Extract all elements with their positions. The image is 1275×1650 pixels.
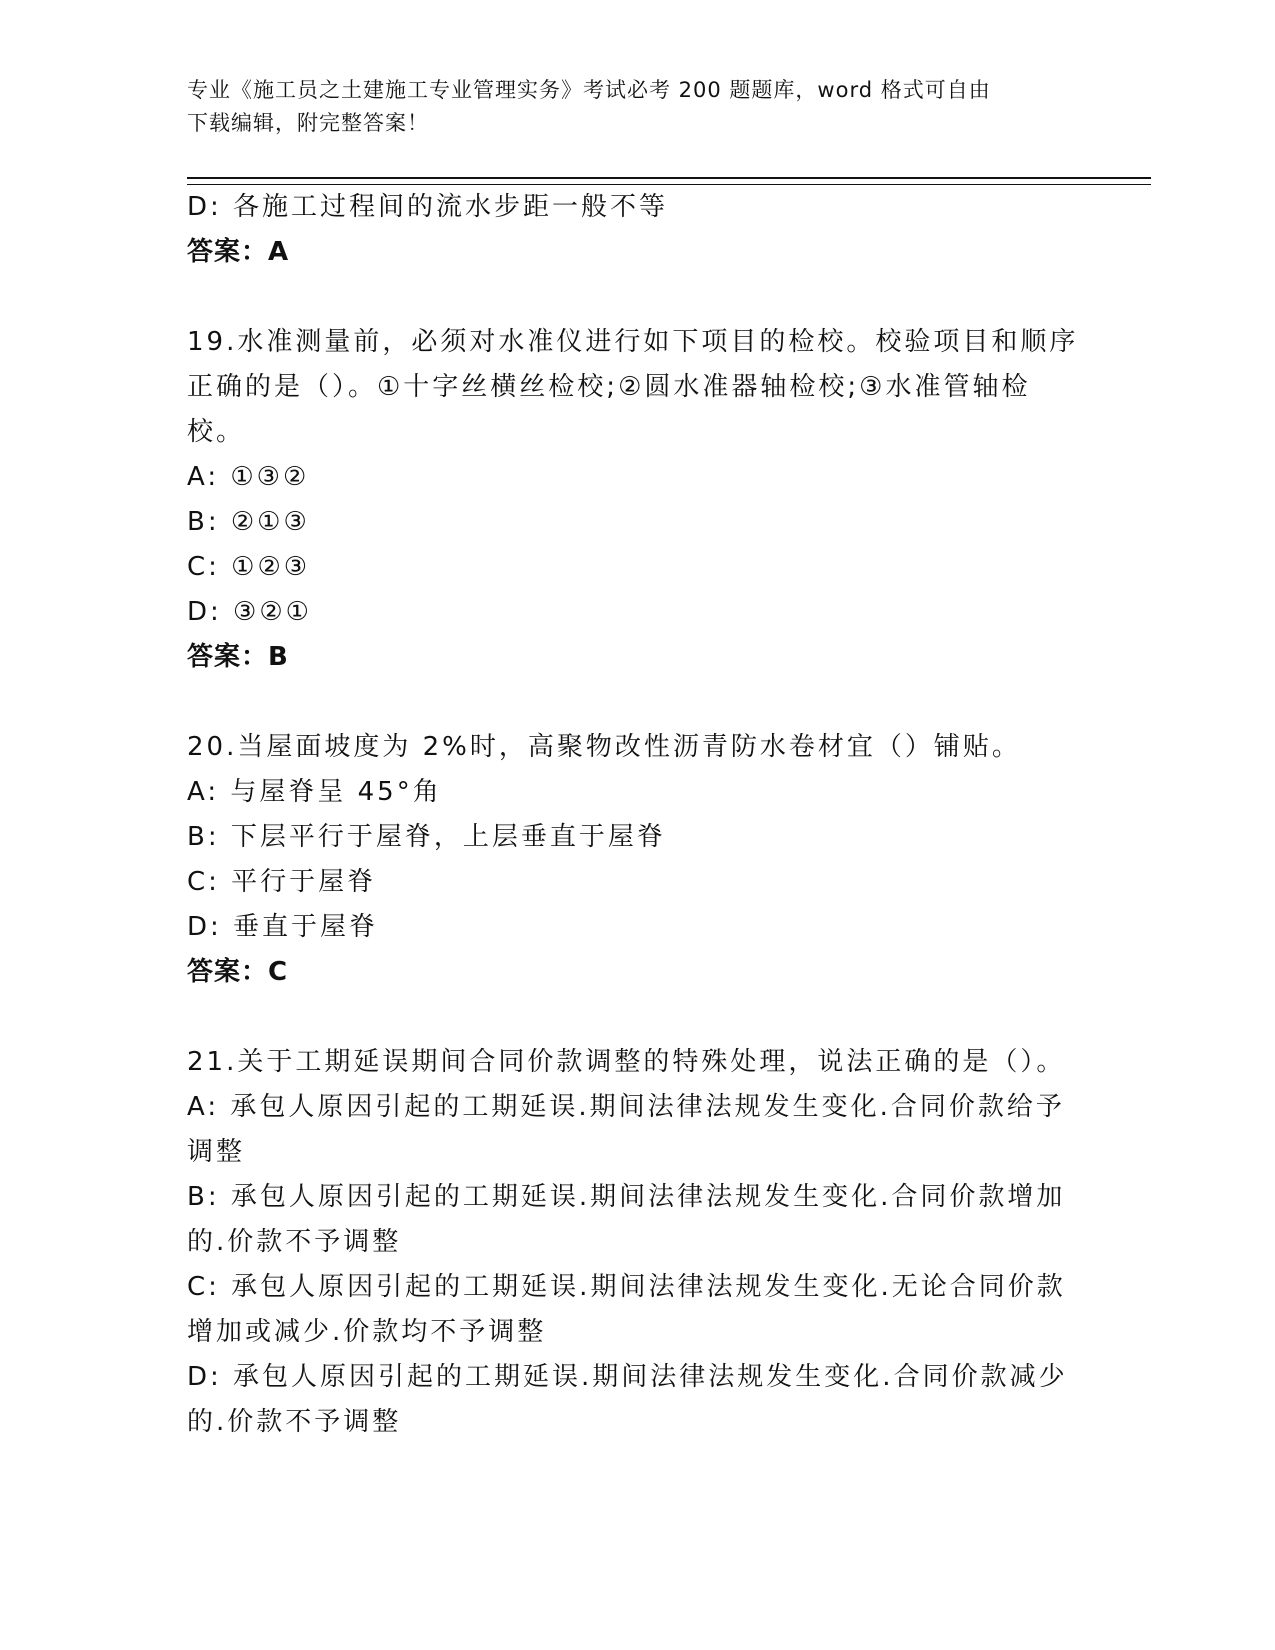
q21-option-b-line-1: B: 承包人原因引起的工期延误.期间法律法规发生变化.合同价款增加	[187, 1182, 1066, 1212]
q20-answer: 答案：C	[187, 957, 289, 987]
q19-option-a: A: ①③②	[187, 462, 310, 492]
q18-option-d: D: 各施工过程间的流水步距一般不等	[187, 192, 669, 222]
q19-stem-line-3: 校。	[187, 417, 246, 447]
q20-option-a: A: 与屋脊呈 45°角	[187, 777, 442, 807]
q21-option-a-line-1: A: 承包人原因引起的工期延误.期间法律法规发生变化.合同价款给予	[187, 1092, 1065, 1122]
q19-option-d: D: ③②①	[187, 597, 312, 627]
q21-option-b-line-2: 的.价款不予调整	[187, 1227, 402, 1257]
header-line-2: 下载编辑，附完整答案！	[187, 111, 429, 135]
document-header	[187, 74, 1087, 140]
q21-option-c-line-1: C: 承包人原因引起的工期延误.期间法律法规发生变化.无论合同价款	[187, 1272, 1066, 1302]
q19-option-b: B: ②①③	[187, 507, 310, 537]
q21-option-a-line-2: 调整	[187, 1137, 246, 1167]
q18-answer: 答案：A	[187, 237, 290, 267]
q19-answer: 答案：B	[187, 642, 289, 672]
q20-option-b: B: 下层平行于屋脊，上层垂直于屋脊	[187, 822, 666, 852]
q21-option-d-line-1: D: 承包人原因引起的工期延误.期间法律法规发生变化.合同价款减少	[187, 1362, 1068, 1392]
q20-option-d: D: 垂直于屋脊	[187, 912, 379, 942]
q20-stem: 20.当屋面坡度为 2%时，高聚物改性沥青防水卷材宜（）铺贴。	[187, 732, 1021, 762]
header-divider-thick	[187, 177, 1151, 179]
header-divider-thin	[187, 184, 1151, 185]
header-line-1: 专业《施工员之土建施工专业管理实务》考试必考 200 题题库，word 格式可自由	[187, 78, 991, 102]
q19-stem-line-1: 19.水准测量前，必须对水准仪进行如下项目的检校。校验项目和顺序	[187, 327, 1079, 357]
q21-option-d-line-2: 的.价款不予调整	[187, 1407, 402, 1437]
q21-option-c-line-2: 增加或减少.价款均不予调整	[187, 1317, 547, 1347]
q20-option-c: C: 平行于屋脊	[187, 867, 377, 897]
q19-stem-line-2: 正确的是（）。①十字丝横丝检校;②圆水准器轴检校;③水准管轴检	[187, 372, 1031, 402]
q19-option-c: C: ①②③	[187, 552, 311, 582]
q21-stem: 21.关于工期延误期间合同价款调整的特殊处理，说法正确的是（）。	[187, 1047, 1066, 1077]
